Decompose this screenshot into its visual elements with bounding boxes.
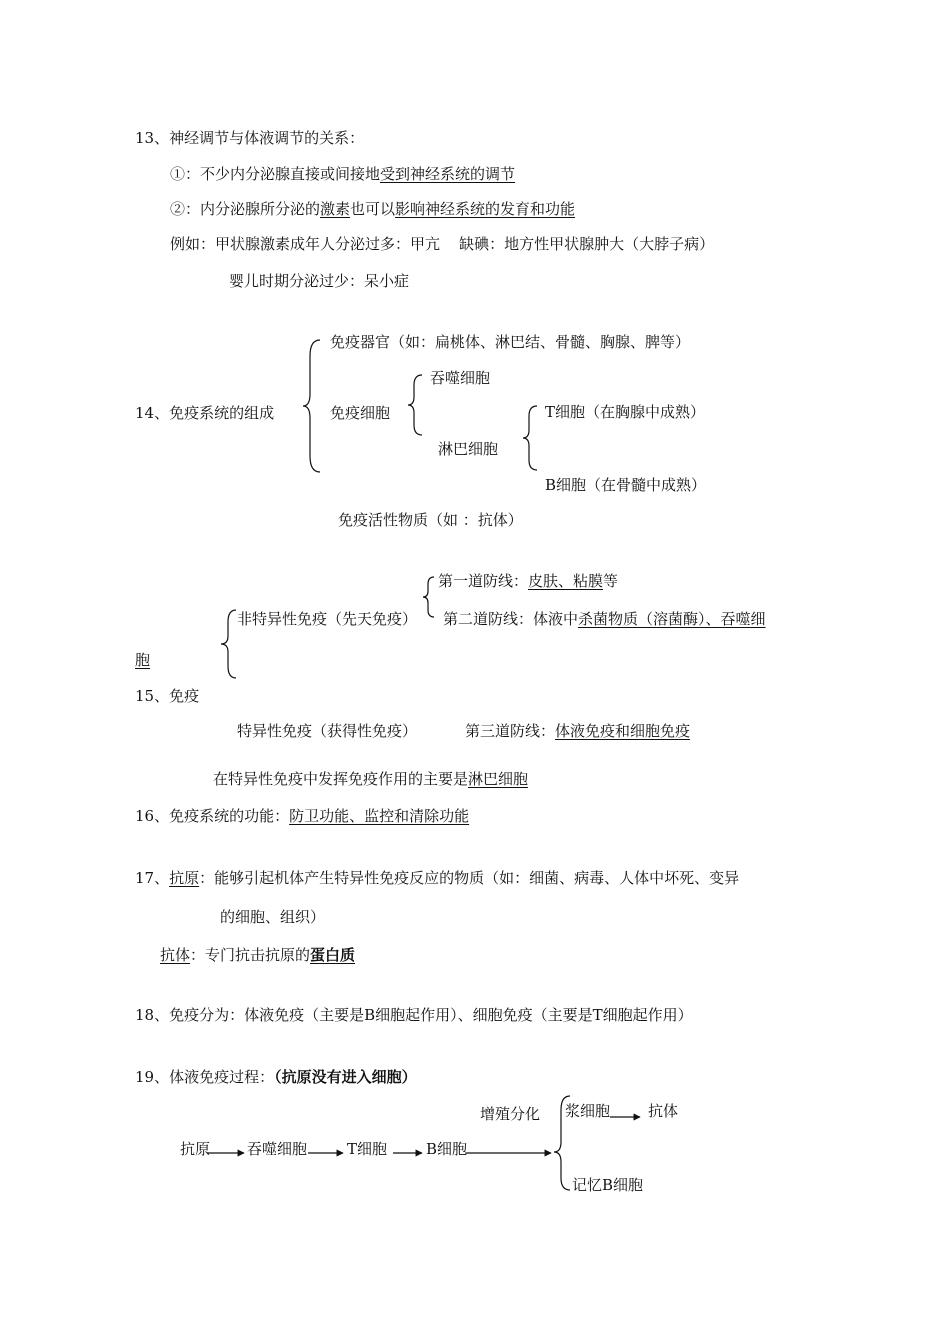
s15-title: 15、免疫 [135, 687, 200, 705]
s13-line-1-underlined: 受到神经系统的调节 [380, 165, 516, 183]
s13-line-2-text: ②：内分泌腺所分泌的 [170, 200, 321, 218]
s14-active-substance: 免疫活性物质（如 ：抗体） [338, 511, 523, 529]
s17-antibody-term: 抗体 [160, 946, 191, 964]
s15-second-line-wrap: 胞 [135, 651, 151, 669]
s15-first-line-underlined: 皮肤、粘膜 [528, 572, 604, 590]
s17-antigen-term: 抗原 [169, 869, 200, 887]
s19-split-brace [554, 1096, 570, 1190]
s18-types: 18、免疫分为：体液免疫（主要是B细胞起作用）、细胞免疫（主要是T细胞起作用） [135, 1006, 693, 1024]
s15-second-line-underlined: 杀菌物质（溶菌酶）、吞噬细 [578, 610, 766, 628]
s16-underlined: 防卫功能、监控和清除功能 [289, 807, 470, 825]
s13-example-1: 例如：甲状腺激素成年人分泌过多：甲亢 缺碘：地方性甲状腺肿大（大脖子病） [170, 235, 715, 253]
s15-first-line-post: 等 [603, 572, 619, 590]
s13-line-2-mid: 也可以 [350, 200, 396, 218]
s14-t-cell: T细胞（在胸腺中成熟） [545, 403, 706, 421]
s15-main-cell-underlined: 淋巴细胞 [468, 770, 529, 788]
s15-first-line-label: 第一道防线： [438, 572, 529, 590]
s15-nonspecific: 非特异性免疫（先天免疫） [237, 610, 418, 628]
s14-phagocyte: 吞噬细胞 [430, 369, 491, 387]
s16-label: 16、免疫系统的功能： [135, 807, 290, 825]
s13-line-2-hormone: 激素 [320, 200, 351, 218]
s19-title-text: 19、体液免疫过程： [135, 1068, 275, 1086]
s15-main-cell-text: 在特异性免疫中发挥免疫作用的主要是 [213, 770, 469, 788]
s19-phagocyte: 吞噬细胞 [247, 1140, 308, 1158]
s15-third-line-underlined: 体液免疫和细胞免疫 [555, 722, 691, 740]
s19-antigen: 抗原 [180, 1140, 211, 1158]
s14-title: 14、免疫系统的组成 [135, 404, 275, 422]
s19-memory-b-cell: 记忆B细胞 [572, 1176, 644, 1194]
s13-title: 13、神经调节与体液调节的关系： [135, 129, 365, 147]
s19-title-bold: （抗原没有进入细胞） [274, 1068, 417, 1086]
s15-second-line-label: 第二道防线：体液中 [443, 610, 579, 628]
s17-antibody-protein: 蛋白质 [310, 946, 356, 964]
s14-b-cell: B细胞（在骨髓中成熟） [545, 476, 707, 494]
s14-lymphocyte: 淋巴细胞 [438, 440, 499, 458]
s13-line-1-text: ①：不少内分泌腺直接或间接地 [170, 165, 381, 183]
s15-specific: 特异性免疫（获得性免疫） [237, 722, 418, 740]
s19-b-cell: B细胞 [426, 1140, 468, 1158]
s17-antigen-definition: ：能够引起机体产生特异性免疫反应的物质（如：细菌、病毒、人体中坏死、变异 [199, 869, 740, 887]
s17-antibody-definition: ：专门抗击抗原的 [190, 946, 311, 964]
s13-example-2: 婴儿时期分泌过少：呆小症 [229, 272, 410, 290]
s14-immune-cells: 免疫细胞 [330, 404, 391, 422]
s15-third-line-label: 第三道防线： [465, 722, 556, 740]
s13-line-2-underlined: 影响神经系统的发育和功能 [395, 200, 576, 218]
s17-antigen-wrap: 的细胞、组织） [220, 908, 326, 926]
s19-antibody: 抗体 [648, 1102, 679, 1120]
s17-number: 17、 [135, 869, 170, 887]
s19-proliferation: 增殖分化 [480, 1105, 541, 1123]
s19-plasma-cell: 浆细胞 [565, 1102, 611, 1120]
s14-immune-organs: 免疫器官（如：扁桃体、淋巴结、骨髓、胸腺、脾等） [330, 333, 691, 351]
s19-t-cell: T细胞 [347, 1140, 388, 1158]
